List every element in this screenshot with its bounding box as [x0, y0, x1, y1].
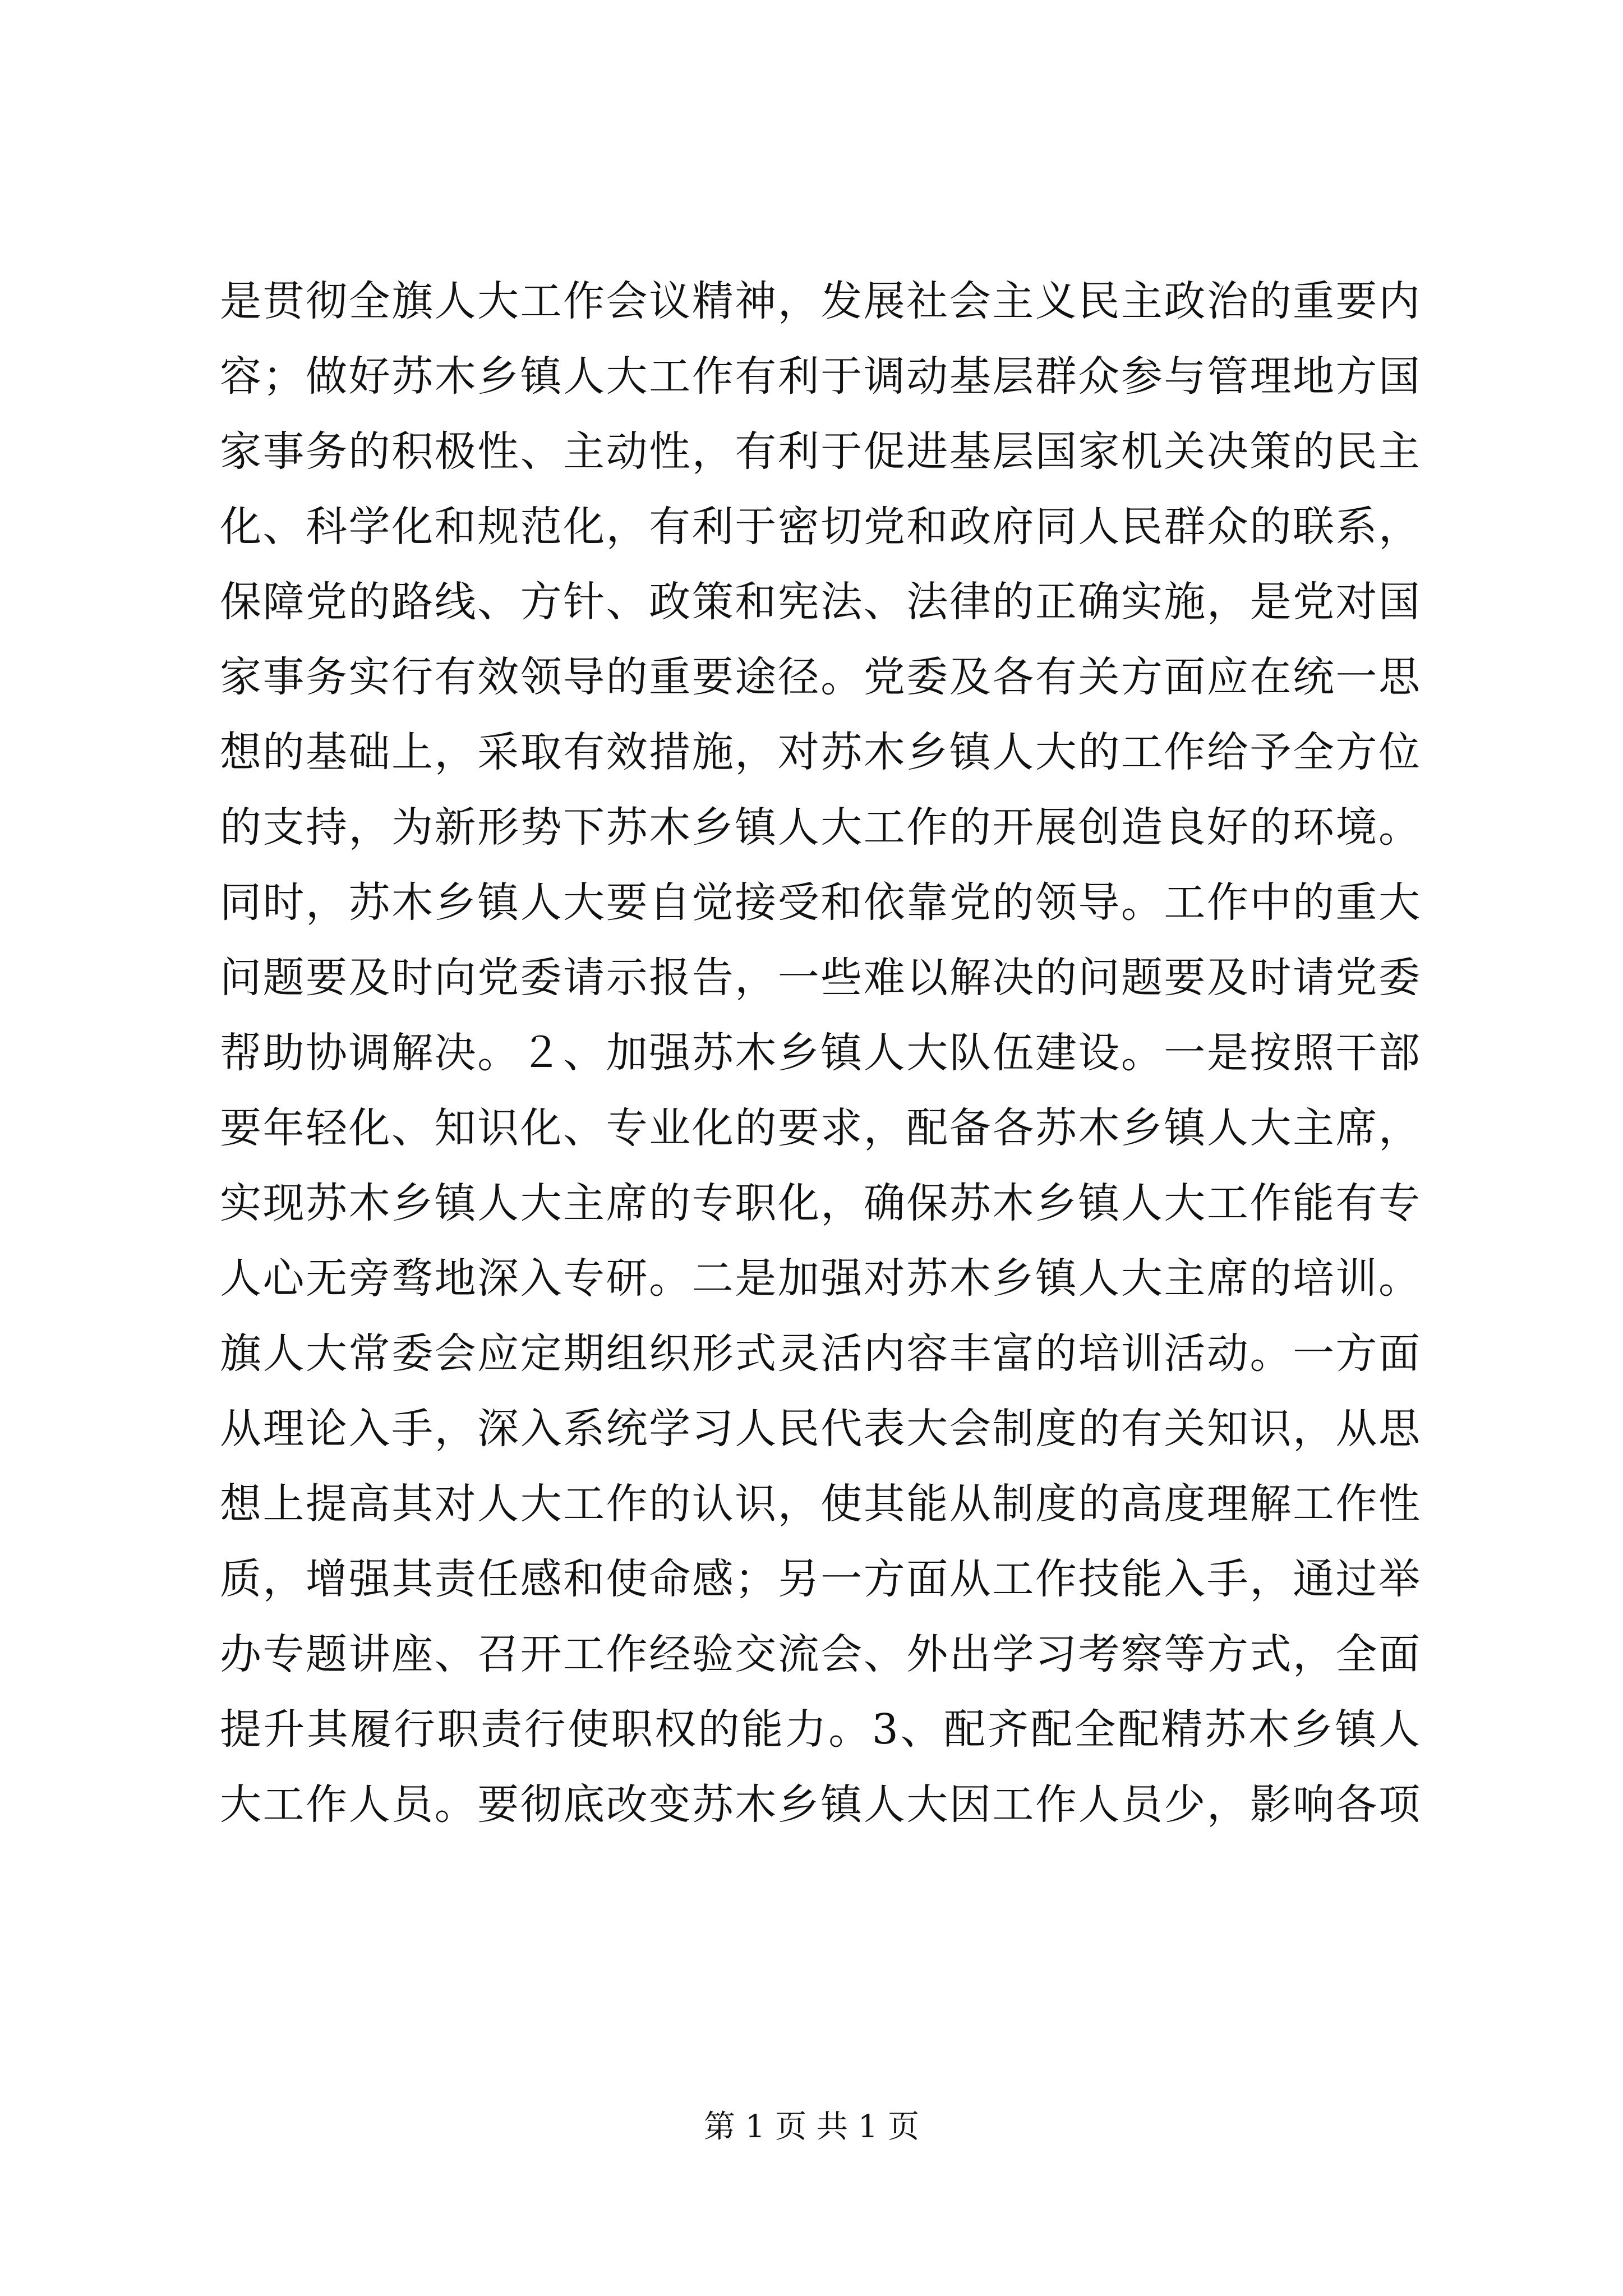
text-line: 旗人大常委会应定期组织形式灵活内容丰富的培训活动。一方面 — [220, 1329, 1420, 1378]
text-line: 的支持，为新形势下苏木乡镇人大工作的开展创造良好的环境。 — [220, 803, 1420, 852]
text-line: 办专题讲座、召开工作经验交流会、外出学习考察等方式，全面 — [220, 1630, 1420, 1678]
text-line: 想的基础上，采取有效措施，对苏木乡镇人大的工作给予全方位 — [220, 728, 1420, 776]
text-line: 想上提高其对人大工作的认识，使其能从制度的高度理解工作性 — [220, 1480, 1420, 1528]
text-line: 人心无旁骛地深入专研。二是加强对苏木乡镇人大主席的培训。 — [220, 1254, 1420, 1303]
text-line: 家事务的积极性、主动性，有利于促进基层国家机关决策的民主 — [220, 427, 1420, 476]
text-line: 同时，苏木乡镇人大要自觉接受和依靠党的领导。工作中的重大 — [220, 878, 1420, 927]
text-line: 实现苏木乡镇人大主席的专职化，确保苏木乡镇人大工作能有专 — [220, 1179, 1420, 1227]
text-line: 要年轻化、知识化、专业化的要求，配备各苏木乡镇人大主席， — [220, 1104, 1420, 1152]
body-text — [220, 264, 1420, 1842]
text-line: 保障党的路线、方针、政策和宪法、法律的正确实施，是党对国 — [220, 578, 1420, 626]
text-line: 帮助协调解决。２、加强苏木乡镇人大队伍建设。一是按照干部 — [220, 1029, 1420, 1077]
text-line: 提升其履行职责行使职权的能力。3、配齐配全配精苏木乡镇人 — [220, 1705, 1420, 1754]
text-line: 是贯彻全旗人大工作会议精神，发展社会主义民主政治的重要内 — [220, 277, 1420, 325]
page-footer — [0, 2105, 1623, 2150]
text-line: 化、科学化和规范化，有利于密切党和政府同人民群众的联系， — [220, 503, 1420, 551]
text-line: 大工作人员。要彻底改变苏木乡镇人大因工作人员少，影响各项 — [220, 1780, 1420, 1829]
text-line: 家事务实行有效领导的重要途径。党委及各有关方面应在统一思 — [220, 653, 1420, 701]
text-line: 质，增强其责任感和使命感；另一方面从工作技能入手，通过举 — [220, 1555, 1420, 1603]
text-line: 容；做好苏木乡镇人大工作有利于调动基层群众参与管理地方国 — [220, 352, 1420, 401]
text-line: 从理论入手，深入系统学习人民代表大会制度的有关知识，从思 — [220, 1405, 1420, 1453]
page-number-label: 第 1 页 共 1 页 — [703, 2109, 920, 2145]
text-line: 问题要及时向党委请示报告，一些难以解决的问题要及时请党委 — [220, 954, 1420, 1002]
